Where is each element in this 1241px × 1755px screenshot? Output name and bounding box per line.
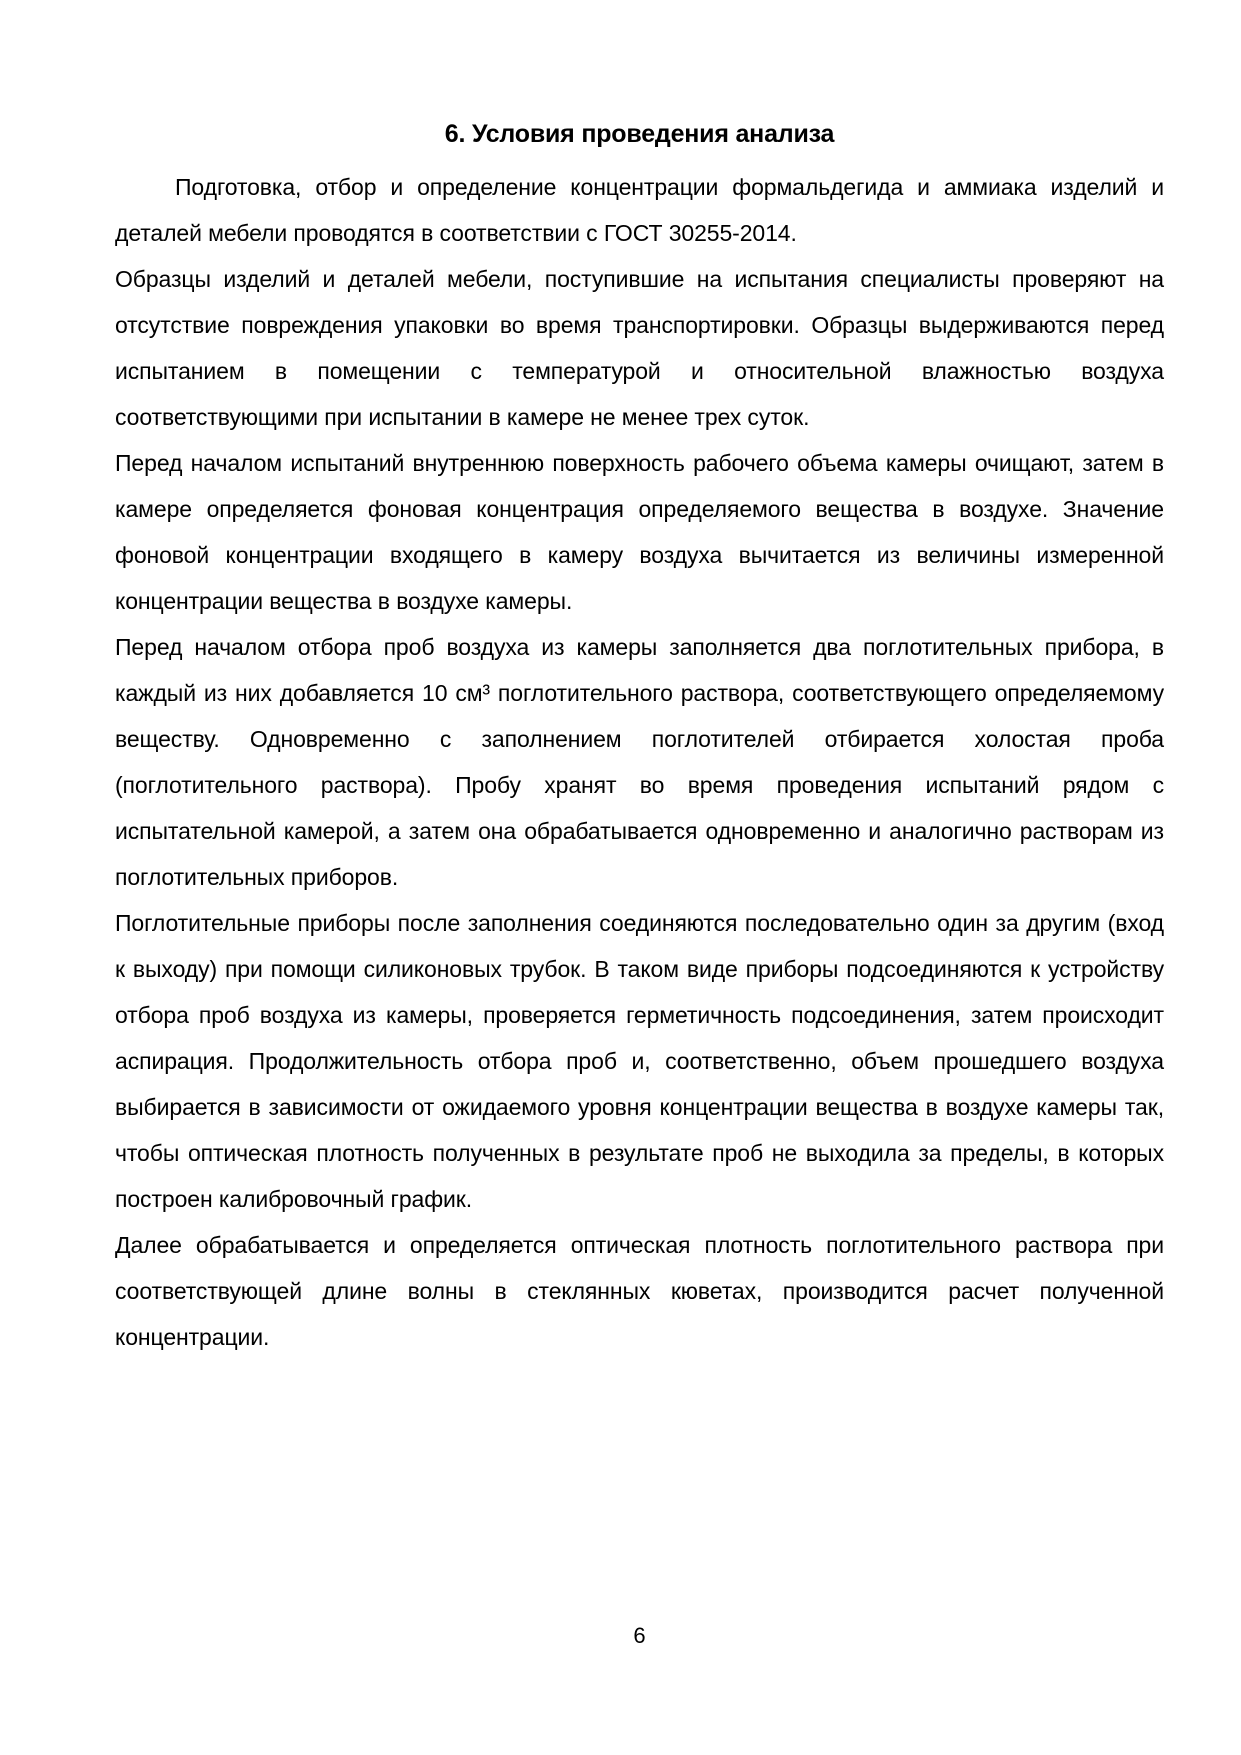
- document-body: [115, 118, 1164, 1360]
- paragraph-chamber-background: Перед началом испытаний внутреннюю поверхность рабочего объема камеры очищают, затем в камере определяется фоновая концентрация определяемого вещества в воздухе. Значение фоновой концентрации входящего в камеру воздуха вычитается из величины измеренной концентрации вещества в воздухе камеры.: [115, 450, 1164, 614]
- paragraph-aspiration: Поглотительные приборы после заполнения соединяются последовательно один за другим (вход к выходу) при помощи силиконовых трубок. В таком виде приборы подсоединяются к устройству отбора проб воздуха из камеры, проверяется герметичность подсоединения, затем происходит аспирация. Продолжительность отбора проб и, соответственно, объем прошедшего воздуха выбирается в зависимости от ожидаемого уровня концентрации вещества в воздухе камеры так, чтобы оптическая плотность полученных в результате проб не выходила за пределы, в которых построен калибровочный график.: [115, 910, 1164, 1212]
- paragraph-samples-check: Образцы изделий и деталей мебели, поступившие на испытания специалисты проверяют на отсутствие повреждения упаковки во время транспортировки. Образцы выдерживаются перед испытанием в помещении с температурой и относительной влажностью воздуха соответствующими при испытании в камере не менее трех суток.: [115, 266, 1164, 430]
- section-heading: 6. Условия проведения анализа: [444, 120, 835, 148]
- paragraph-optical-density: Далее обрабатывается и определяется оптическая плотность поглотительного раствора при соответствующей длине волны в стеклянных кюветах, производится расчет полученной концентрации.: [115, 1232, 1164, 1350]
- page-number: 6: [633, 1623, 646, 1648]
- paragraph-absorption-devices-fill: Перед началом отбора проб воздуха из камеры заполняется два поглотительных прибора, в каждый из них добавляется 10 см³ поглотительного раствора, соответствующего определяемому веществу. Одновременно с заполнением поглотителей отбирается холостая проба (поглотительного раствора). Пробу хранят во время проведения испытаний рядом с испытательной камерой, а затем она обрабатывается одновременно и аналогично растворам из поглотительных приборов.: [115, 634, 1164, 890]
- paragraph-preparation: Подготовка, отбор и определение концентрации формальдегида и аммиака изделий и деталей мебели проводятся в соответствии с ГОСТ 30255-2014.: [115, 174, 1164, 246]
